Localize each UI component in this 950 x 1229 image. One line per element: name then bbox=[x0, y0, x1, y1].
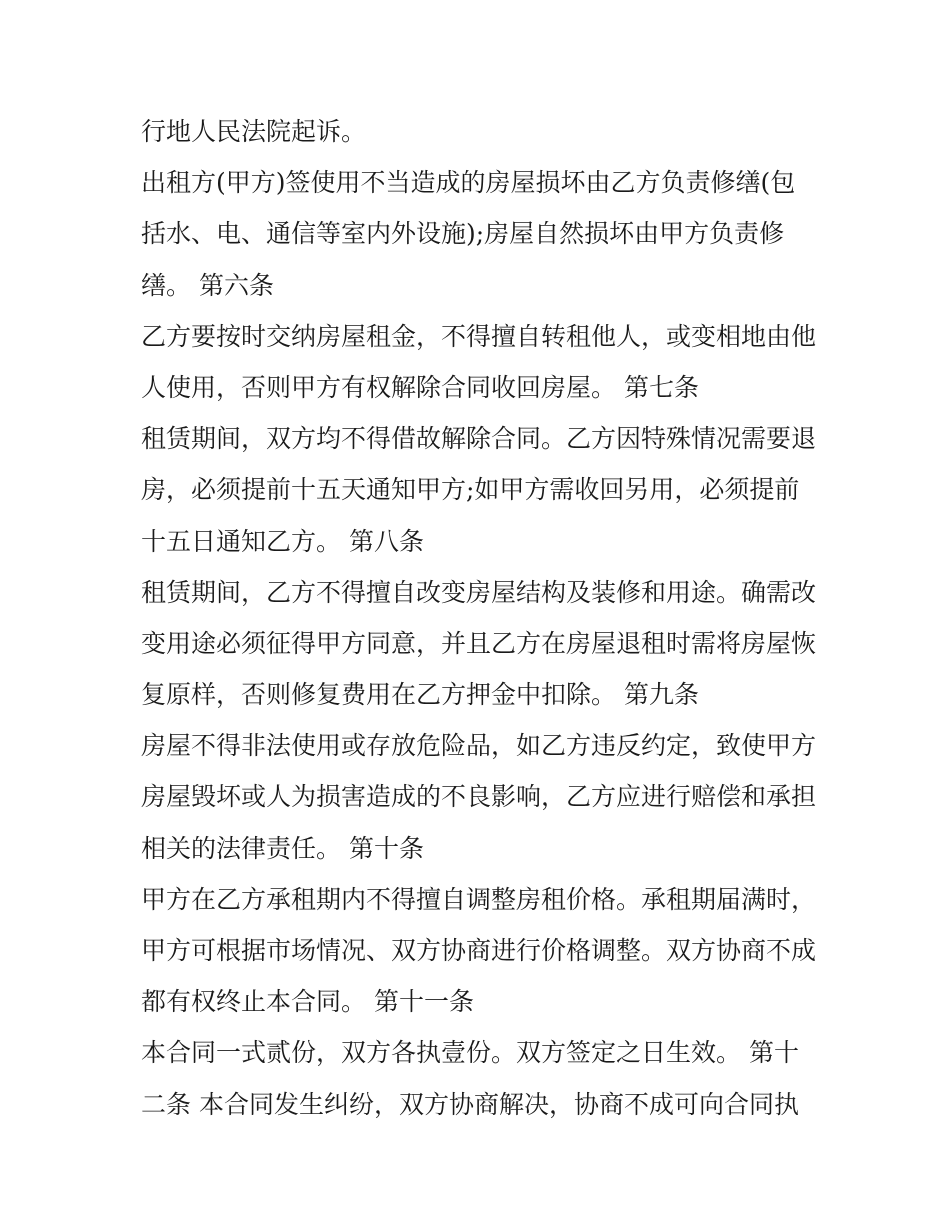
text-line: 本合同一式贰份，双方各执壹份。双方签定之日生效。 第十 bbox=[141, 1038, 799, 1068]
text-line: 缮。 第六条 bbox=[141, 270, 274, 300]
text-line: 都有权终止本合同。 第十一条 bbox=[141, 987, 474, 1017]
text-line: 十五日通知乙方。 第八条 bbox=[141, 526, 424, 556]
text-line: 相关的法律责任。 第十条 bbox=[141, 833, 424, 863]
text-line: 行地人民法院起诉。 bbox=[141, 117, 367, 146]
text-line: 人使用，否则甲方有权解除合同收回房屋。 第七条 bbox=[141, 372, 699, 402]
text-line: 甲方可根据市场情况、双方协商进行价格调整。双方协商不成 bbox=[141, 936, 817, 965]
text-line: 二条 本合同发生纠纷，双方协商解决，协商不成可向合同执 bbox=[141, 1089, 799, 1119]
text-line: 租赁期间，双方均不得借故解除合同。乙方因特殊情况需要退 bbox=[141, 424, 817, 454]
text-line: 房，必须提前十五天通知甲方;如甲方需收回另用，必须提前 bbox=[141, 475, 800, 505]
text-line: 变用途必须征得甲方同意，并且乙方在房屋退租时需将房屋恢 bbox=[141, 628, 817, 658]
text-line: 乙方要按时交纳房屋租金，不得擅自转租他人，或变相地由他 bbox=[141, 321, 817, 351]
text-line: 租赁期间，乙方不得擅自改变房屋结构及装修和用途。确需改 bbox=[141, 577, 817, 607]
text-line: 房屋不得非法使用或存放危险品，如乙方违反约定，致使甲方 bbox=[141, 731, 817, 761]
text-line: 出租方(甲方)签使用不当造成的房屋损坏由乙方负责修缮(包 bbox=[141, 168, 796, 198]
text-line: 甲方在乙方承租期内不得擅自调整房租价格。承租期届满时， bbox=[141, 884, 817, 914]
text-line: 复原样，否则修复费用在乙方押金中扣除。 第九条 bbox=[141, 680, 699, 710]
contract-text-body bbox=[141, 106, 821, 1130]
text-line: 括水、电、通信等室内外设施);房屋自然损坏由甲方负责修 bbox=[141, 219, 785, 249]
text-line: 房屋毁坏或人为损害造成的不良影响，乙方应进行赔偿和承担 bbox=[141, 782, 817, 812]
